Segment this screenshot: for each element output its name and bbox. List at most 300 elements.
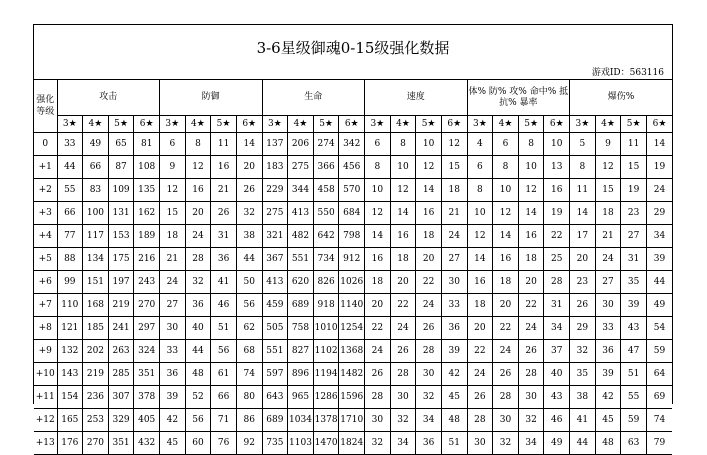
star-header: 4★ [185, 116, 211, 133]
star-header: 3★ [262, 116, 288, 133]
value-cell: 9 [160, 156, 186, 179]
star-header: 3★ [467, 116, 493, 133]
value-cell: 5 [570, 133, 596, 156]
value-cell: 71 [211, 409, 237, 432]
level-cell: +8 [34, 317, 57, 340]
value-cell: 689 [262, 409, 288, 432]
value-cell: 36 [211, 248, 237, 271]
value-cell: 32 [518, 409, 544, 432]
group-header: 体% 防% 攻% 命中% 抵抗% 暴率 [467, 80, 570, 116]
value-cell: 30 [493, 409, 519, 432]
value-cell: 24 [390, 317, 416, 340]
value-cell: 48 [441, 409, 467, 432]
value-cell: 18 [365, 271, 391, 294]
value-cell: 69 [646, 386, 672, 409]
star-header: 5★ [108, 116, 134, 133]
value-cell: 48 [185, 363, 211, 386]
value-cell: 16 [493, 248, 519, 271]
value-cell: 229 [262, 179, 288, 202]
value-cell: 19 [646, 156, 672, 179]
value-cell: 620 [288, 271, 314, 294]
value-cell: 965 [288, 386, 314, 409]
value-cell: 1596 [339, 386, 365, 409]
value-cell: 21 [595, 225, 621, 248]
table-row [34, 133, 672, 156]
value-cell: 11 [570, 179, 596, 202]
value-cell: 51 [211, 317, 237, 340]
value-cell: 10 [518, 156, 544, 179]
value-cell: 20 [518, 271, 544, 294]
value-cell: 77 [57, 225, 83, 248]
value-cell: 10 [416, 133, 442, 156]
value-cell: 32 [570, 340, 596, 363]
value-cell: 550 [313, 202, 339, 225]
value-cell: 23 [621, 202, 647, 225]
value-cell: 321 [262, 225, 288, 248]
value-cell: 1378 [313, 409, 339, 432]
level-cell: +10 [34, 363, 57, 386]
value-cell: 54 [646, 317, 672, 340]
group-header: 防御 [160, 80, 263, 116]
value-cell: 20 [467, 317, 493, 340]
value-cell: 26 [211, 202, 237, 225]
value-cell: 45 [441, 386, 467, 409]
value-cell: 32 [185, 271, 211, 294]
value-cell: 100 [83, 202, 109, 225]
value-cell: 10 [493, 179, 519, 202]
value-cell: 219 [83, 363, 109, 386]
value-cell: 20 [416, 248, 442, 271]
value-cell: 26 [467, 386, 493, 409]
value-cell: 26 [365, 363, 391, 386]
value-cell: 275 [288, 156, 314, 179]
value-cell: 24 [365, 340, 391, 363]
star-header: 5★ [211, 116, 237, 133]
value-cell: 4 [467, 133, 493, 156]
value-cell: 8 [493, 156, 519, 179]
value-cell: 32 [493, 432, 519, 455]
value-cell: 342 [339, 133, 365, 156]
value-cell: 10 [467, 202, 493, 225]
title-row [34, 25, 672, 80]
value-cell: 26 [518, 340, 544, 363]
star-header: 3★ [365, 116, 391, 133]
value-cell: 23 [570, 271, 596, 294]
value-cell: 137 [262, 133, 288, 156]
value-cell: 22 [365, 317, 391, 340]
value-cell: 143 [57, 363, 83, 386]
value-cell: 39 [646, 248, 672, 271]
value-cell: 1010 [313, 317, 339, 340]
value-cell: 1034 [288, 409, 314, 432]
value-cell: 1254 [339, 317, 365, 340]
value-cell: 366 [313, 156, 339, 179]
star-header: 6★ [441, 116, 467, 133]
value-cell: 351 [134, 363, 160, 386]
value-cell: 59 [621, 409, 647, 432]
star-header: 6★ [236, 116, 262, 133]
value-cell: 74 [236, 363, 262, 386]
value-cell: 24 [416, 294, 442, 317]
table-row [34, 225, 672, 248]
value-cell: 15 [441, 156, 467, 179]
value-cell: 49 [83, 133, 109, 156]
value-cell: 285 [108, 363, 134, 386]
star-header: 4★ [493, 116, 519, 133]
value-cell: 21 [160, 248, 186, 271]
row-label-header [34, 80, 57, 133]
value-cell: 20 [236, 156, 262, 179]
value-cell: 117 [83, 225, 109, 248]
row-label-line: 等级 [36, 107, 55, 117]
value-cell: 42 [595, 386, 621, 409]
level-cell: +3 [34, 202, 57, 225]
value-cell: 26 [236, 179, 262, 202]
value-cell: 24 [646, 179, 672, 202]
value-cell: 68 [236, 340, 262, 363]
value-cell: 44 [570, 432, 596, 455]
star-header: 6★ [339, 116, 365, 133]
value-cell: 13 [544, 156, 570, 179]
value-cell: 25 [544, 248, 570, 271]
value-cell: 458 [313, 179, 339, 202]
value-cell: 15 [621, 156, 647, 179]
value-cell: 28 [390, 363, 416, 386]
value-cell: 20 [365, 294, 391, 317]
star-header: 5★ [518, 116, 544, 133]
value-cell: 153 [108, 225, 134, 248]
value-cell: 459 [262, 294, 288, 317]
value-cell: 176 [57, 432, 83, 455]
value-cell: 49 [646, 294, 672, 317]
value-cell: 243 [134, 271, 160, 294]
value-cell: 44 [236, 248, 262, 271]
value-cell: 36 [416, 432, 442, 455]
value-cell: 62 [236, 317, 262, 340]
value-cell: 16 [544, 179, 570, 202]
value-cell: 432 [134, 432, 160, 455]
value-cell: 367 [262, 248, 288, 271]
value-cell: 12 [185, 156, 211, 179]
value-cell: 31 [621, 248, 647, 271]
value-cell: 351 [108, 432, 134, 455]
value-cell: 49 [544, 432, 570, 455]
star-header: 4★ [390, 116, 416, 133]
value-cell: 263 [108, 340, 134, 363]
value-cell: 79 [646, 432, 672, 455]
value-cell: 55 [57, 179, 83, 202]
value-cell: 131 [108, 202, 134, 225]
value-cell: 14 [236, 133, 262, 156]
table-row [34, 363, 672, 386]
value-cell: 56 [185, 409, 211, 432]
value-cell: 1026 [339, 271, 365, 294]
value-cell: 44 [646, 271, 672, 294]
value-cell: 1824 [339, 432, 365, 455]
value-cell: 37 [544, 340, 570, 363]
value-cell: 31 [211, 225, 237, 248]
value-cell: 22 [390, 294, 416, 317]
value-cell: 26 [493, 363, 519, 386]
value-cell: 570 [339, 179, 365, 202]
value-cell: 197 [108, 271, 134, 294]
table-row [34, 294, 672, 317]
level-cell: +1 [34, 156, 57, 179]
star-header: 4★ [595, 116, 621, 133]
table-row [34, 271, 672, 294]
table-row [34, 317, 672, 340]
star-header: 6★ [134, 116, 160, 133]
star-header: 4★ [83, 116, 109, 133]
value-cell: 86 [236, 409, 262, 432]
value-cell: 202 [83, 340, 109, 363]
value-cell: 643 [262, 386, 288, 409]
value-cell: 63 [621, 432, 647, 455]
value-cell: 24 [595, 248, 621, 271]
value-cell: 132 [57, 340, 83, 363]
value-cell: 18 [467, 294, 493, 317]
value-cell: 551 [288, 248, 314, 271]
value-cell: 30 [416, 363, 442, 386]
value-cell: 44 [185, 340, 211, 363]
value-cell: 33 [595, 317, 621, 340]
table-row [34, 156, 672, 179]
value-cell: 27 [595, 271, 621, 294]
value-cell: 33 [57, 133, 83, 156]
value-cell: 29 [646, 202, 672, 225]
value-cell: 16 [365, 248, 391, 271]
value-cell: 1368 [339, 340, 365, 363]
value-cell: 35 [621, 271, 647, 294]
value-cell: 24 [160, 271, 186, 294]
value-cell: 20 [390, 271, 416, 294]
value-cell: 6 [160, 133, 186, 156]
value-cell: 40 [544, 363, 570, 386]
value-cell: 10 [390, 156, 416, 179]
value-cell: 16 [518, 225, 544, 248]
value-cell: 34 [646, 225, 672, 248]
value-cell: 8 [518, 133, 544, 156]
star-header: 6★ [646, 116, 672, 133]
value-cell: 24 [493, 340, 519, 363]
value-cell: 36 [160, 363, 186, 386]
value-cell: 216 [134, 248, 160, 271]
value-cell: 14 [570, 202, 596, 225]
value-cell: 18 [416, 225, 442, 248]
value-cell: 324 [134, 340, 160, 363]
value-cell: 19 [621, 179, 647, 202]
value-cell: 297 [134, 317, 160, 340]
value-cell: 270 [134, 294, 160, 317]
level-cell: +9 [34, 340, 57, 363]
value-cell: 12 [518, 179, 544, 202]
value-cell: 912 [339, 248, 365, 271]
value-cell: 55 [621, 386, 647, 409]
value-cell: 30 [467, 432, 493, 455]
value-cell: 8 [185, 133, 211, 156]
value-cell: 36 [595, 340, 621, 363]
enhancement-table [34, 80, 672, 455]
value-cell: 14 [518, 202, 544, 225]
value-cell: 1286 [313, 386, 339, 409]
value-cell: 14 [416, 179, 442, 202]
value-cell: 758 [288, 317, 314, 340]
value-cell: 1482 [339, 363, 365, 386]
value-cell: 10 [365, 179, 391, 202]
value-cell: 236 [83, 386, 109, 409]
level-cell: +5 [34, 248, 57, 271]
value-cell: 1103 [288, 432, 314, 455]
value-cell: 39 [595, 363, 621, 386]
value-cell: 34 [518, 432, 544, 455]
table-row [34, 202, 672, 225]
value-cell: 59 [646, 340, 672, 363]
value-cell: 36 [185, 294, 211, 317]
value-cell: 66 [83, 156, 109, 179]
spreadsheet [33, 24, 673, 448]
value-cell: 20 [493, 294, 519, 317]
value-cell: 64 [646, 363, 672, 386]
level-cell: +6 [34, 271, 57, 294]
value-cell: 12 [467, 225, 493, 248]
value-cell: 241 [108, 317, 134, 340]
value-cell: 18 [160, 225, 186, 248]
value-cell: 6 [493, 133, 519, 156]
value-cell: 46 [544, 409, 570, 432]
value-cell: 689 [288, 294, 314, 317]
star-header: 3★ [160, 116, 186, 133]
star-header: 5★ [416, 116, 442, 133]
value-cell: 405 [134, 409, 160, 432]
star-header: 5★ [621, 116, 647, 133]
value-cell: 168 [83, 294, 109, 317]
value-cell: 38 [570, 386, 596, 409]
value-cell: 12 [365, 202, 391, 225]
value-cell: 41 [211, 271, 237, 294]
value-cell: 597 [262, 363, 288, 386]
value-cell: 50 [236, 271, 262, 294]
value-cell: 81 [134, 133, 160, 156]
value-cell: 42 [160, 409, 186, 432]
group-header: 攻击 [57, 80, 160, 116]
value-cell: 24 [467, 363, 493, 386]
value-cell: 28 [544, 271, 570, 294]
value-cell: 22 [544, 225, 570, 248]
value-cell: 165 [57, 409, 83, 432]
star-header: 6★ [544, 116, 570, 133]
value-cell: 24 [518, 317, 544, 340]
value-cell: 1140 [339, 294, 365, 317]
value-cell: 29 [570, 317, 596, 340]
value-cell: 20 [185, 202, 211, 225]
level-cell: +12 [34, 409, 57, 432]
value-cell: 42 [441, 363, 467, 386]
value-cell: 51 [621, 363, 647, 386]
value-cell: 1102 [313, 340, 339, 363]
value-cell: 21 [441, 202, 467, 225]
value-cell: 307 [108, 386, 134, 409]
value-cell: 154 [57, 386, 83, 409]
value-cell: 275 [262, 202, 288, 225]
value-cell: 17 [570, 225, 596, 248]
value-cell: 12 [160, 179, 186, 202]
value-cell: 56 [211, 340, 237, 363]
value-cell: 56 [236, 294, 262, 317]
sheet-title: 3-6星级御魂0-15级强化数据 [256, 39, 450, 57]
value-cell: 32 [416, 386, 442, 409]
value-cell: 18 [518, 248, 544, 271]
value-cell: 11 [211, 133, 237, 156]
group-header: 速度 [365, 80, 468, 116]
value-cell: 22 [467, 340, 493, 363]
value-cell: 99 [57, 271, 83, 294]
value-cell: 15 [595, 179, 621, 202]
value-cell: 83 [83, 179, 109, 202]
value-cell: 30 [595, 294, 621, 317]
value-cell: 10 [544, 133, 570, 156]
value-cell: 18 [493, 271, 519, 294]
value-cell: 20 [570, 248, 596, 271]
value-cell: 684 [339, 202, 365, 225]
value-cell: 34 [544, 317, 570, 340]
value-cell: 151 [83, 271, 109, 294]
table-row [34, 386, 672, 409]
value-cell: 9 [595, 133, 621, 156]
value-cell: 413 [262, 271, 288, 294]
value-cell: 175 [108, 248, 134, 271]
value-cell: 51 [441, 432, 467, 455]
row-label-line: 强化 [36, 95, 55, 105]
value-cell: 16 [390, 225, 416, 248]
value-cell: 30 [160, 317, 186, 340]
value-cell: 28 [493, 386, 519, 409]
value-cell: 66 [211, 386, 237, 409]
level-cell: 0 [34, 133, 57, 156]
level-cell: +4 [34, 225, 57, 248]
value-cell: 1194 [313, 363, 339, 386]
value-cell: 28 [365, 386, 391, 409]
value-cell: 32 [390, 409, 416, 432]
value-cell: 6 [467, 156, 493, 179]
value-cell: 896 [288, 363, 314, 386]
value-cell: 274 [313, 133, 339, 156]
group-header: 生命 [262, 80, 365, 116]
value-cell: 24 [441, 225, 467, 248]
value-cell: 505 [262, 317, 288, 340]
value-cell: 206 [288, 133, 314, 156]
star-header: 5★ [313, 116, 339, 133]
value-cell: 18 [595, 202, 621, 225]
value-cell: 413 [288, 202, 314, 225]
value-cell: 270 [83, 432, 109, 455]
value-cell: 39 [160, 386, 186, 409]
value-cell: 39 [441, 340, 467, 363]
value-cell: 16 [211, 156, 237, 179]
value-cell: 12 [390, 179, 416, 202]
star-header: 3★ [57, 116, 83, 133]
value-cell: 14 [390, 202, 416, 225]
value-cell: 76 [211, 432, 237, 455]
value-cell: 16 [185, 179, 211, 202]
value-cell: 47 [621, 340, 647, 363]
value-cell: 27 [441, 248, 467, 271]
value-cell: 30 [441, 271, 467, 294]
value-cell: 31 [544, 294, 570, 317]
value-cell: 32 [236, 202, 262, 225]
value-cell: 329 [108, 409, 134, 432]
value-cell: 162 [134, 202, 160, 225]
value-cell: 642 [313, 225, 339, 248]
